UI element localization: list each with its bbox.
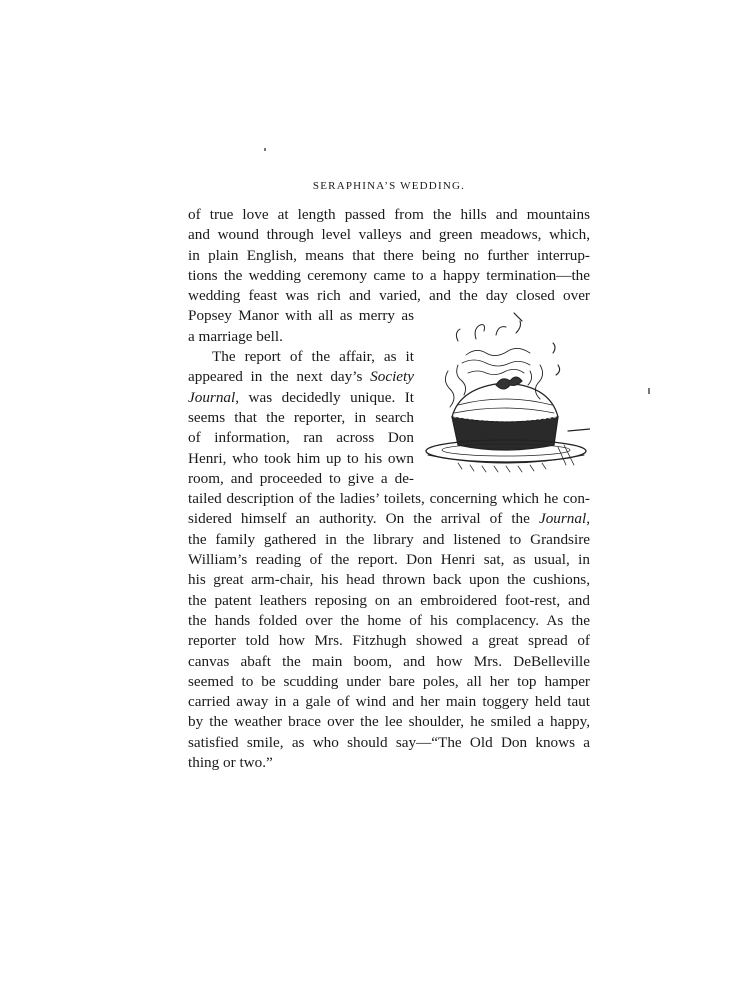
text-line: room, and proceeded to give a de- [188, 469, 414, 487]
text-line: the patent leathers reposing on an embroidered foot-rest, and [188, 591, 590, 609]
journal-title-italic: Journal [538, 510, 587, 528]
text-line: tions the wedding ceremony came to a happy termination—the [188, 266, 590, 284]
text-line: wedding feast was rich and varied, and the day closed over [188, 287, 590, 305]
body-text [188, 205, 590, 773]
text-line: his great arm-chair, his head thrown back upon the cushions, [188, 571, 590, 589]
text-line: William’s reading of the report. Don Henri sat, as usual, in [188, 551, 590, 569]
journal-title-italic: Society [370, 368, 414, 386]
text-line: and wound through level valleys and green meadows, which, [188, 226, 590, 244]
text-line: seemed to be scudding under bare poles, all her top hamper [188, 672, 590, 690]
text-line: the family gathered in the library and listened to Grandsire [188, 530, 590, 548]
text-line [188, 367, 414, 387]
text-line: satisfied smile, as who should say—“The Old Don knows a [188, 733, 590, 751]
text-line: by the weather brace over the lee shoulder, he smiled a happy, [188, 713, 590, 731]
text-line: reporter told how Mrs. Fitzhugh showed a great spread of [188, 632, 590, 650]
text-line: of true love at length passed from the hills and mountains [188, 206, 590, 223]
text-segment: appeared in the next day’s [188, 368, 363, 386]
text-line [188, 388, 414, 408]
text-segment: sidered himself an authority. On the arrival of the [188, 510, 530, 528]
text-line: Henri, who took him up to his own [188, 449, 414, 467]
text-line: tailed description of the ladies’ toilets, concerning which he con- [188, 490, 590, 508]
journal-title-italic: Journal [188, 388, 236, 406]
text-line: of information, ran across Don [188, 429, 414, 447]
text-segment: , [586, 510, 591, 528]
text-line: canvas abaft the main boom, and how Mrs. DeBelleville [188, 652, 590, 670]
text-line: seems that the reporter, in search [188, 408, 414, 426]
steaming-pudding-illustration [418, 305, 590, 475]
text-line: thing or two.” [188, 754, 273, 772]
paper-speck [648, 388, 650, 394]
paper-speck [264, 148, 266, 151]
text-line: a marriage bell. [188, 327, 283, 345]
running-head: SERAPHINA’S WEDDING. [312, 180, 466, 192]
text-line: the hands folded over the home of his complacency. As the [188, 611, 590, 629]
text-segment: , was decidedly unique. It [235, 388, 414, 406]
text-line: carried away in a gale of wind and her main toggery held taut [188, 693, 590, 711]
text-line: Popsey Manor with all as merry as [188, 307, 414, 325]
text-line: The report of the affair, as it [212, 348, 414, 366]
text-line: in plain English, means that there being no further interrup- [188, 246, 590, 264]
text-line [188, 509, 590, 529]
